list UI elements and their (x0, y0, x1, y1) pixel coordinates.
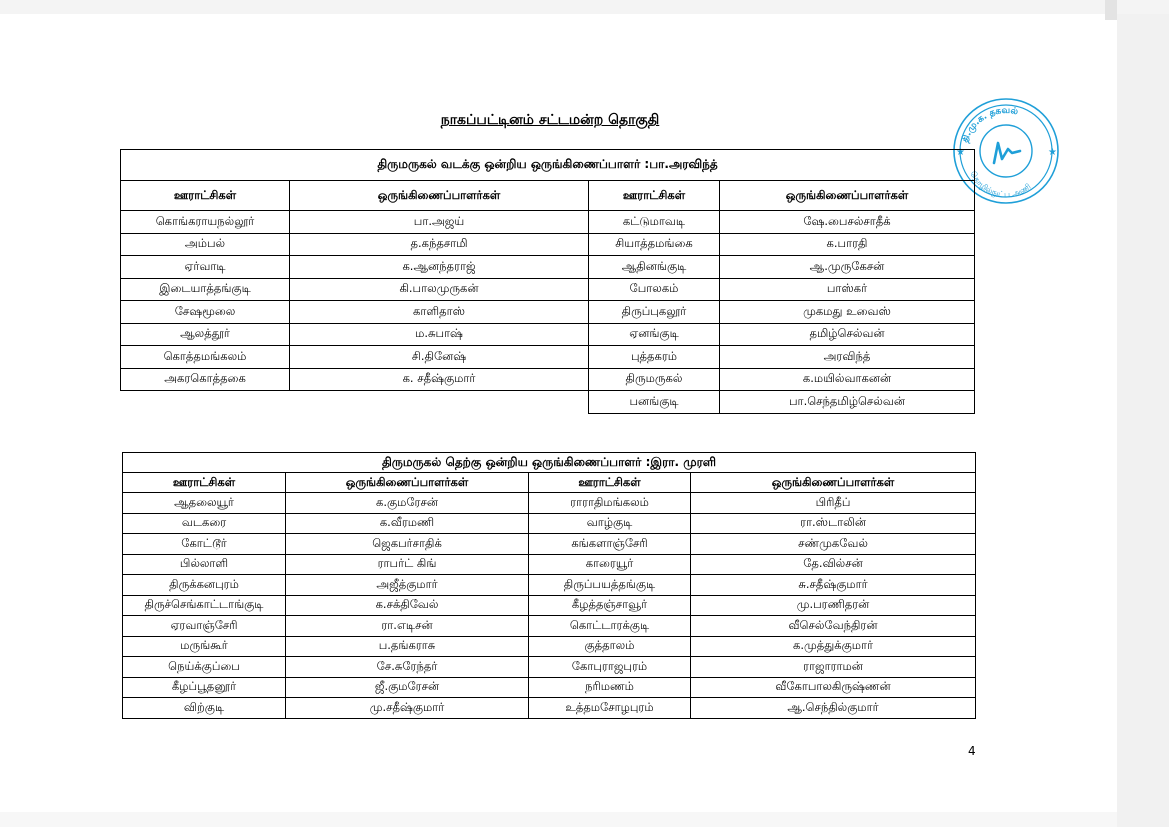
coordinator-cell: மு.சதீஷ்குமார் (286, 698, 529, 719)
village-cell: திருமருகல் (589, 368, 720, 391)
village-cell: திருப்புகலூர் (589, 301, 720, 324)
coordinator-cell: காளிதாஸ் (290, 301, 589, 324)
table-caption-row (121, 150, 975, 181)
svg-text:தொழில்நுட்ப அணி: தொழில்நுட்ப அணி (968, 169, 1033, 200)
village-cell: கட்டுமாவடி (589, 211, 720, 234)
coordinator-cell: ராபர்ட் கிங் (286, 554, 529, 575)
north-union-table (120, 149, 975, 414)
village-cell: திருக்கனபுரம் (123, 575, 286, 596)
village-cell: கீழப்பூதனூர் (123, 677, 286, 698)
village-cell: வடகரை (123, 513, 286, 534)
coordinator-cell: ஆ.செந்தில்குமார் (691, 698, 976, 719)
coordinator-cell: ஜெகபர்சாதிக் (286, 534, 529, 555)
coordinator-cell: சண்முகவேல் (691, 534, 976, 555)
table-caption-row (123, 453, 976, 473)
table-row (123, 698, 976, 719)
column-header: ஊராட்சிகள் (589, 181, 720, 211)
village-cell: கோபுராஜபுரம் (529, 657, 691, 678)
coordinator-cell: பா.செந்தமிழ்செல்வன் (720, 391, 975, 414)
village-cell: அம்பல் (121, 233, 290, 256)
table-row (121, 323, 975, 346)
village-cell: இடையாத்தங்குடி (121, 278, 290, 301)
table-row (123, 657, 976, 678)
coordinator-cell: தமிழ்செல்வன் (720, 323, 975, 346)
village-cell: கீழத்தஞ்சாவூர் (529, 595, 691, 616)
column-header: ஒருங்கிணைப்பாளர்கள் (720, 181, 975, 211)
village-cell: பனங்குடி (589, 391, 720, 414)
paper-edge-bottom (0, 812, 1117, 827)
table-header-row (123, 473, 976, 493)
empty-cell (121, 391, 290, 414)
table-row (123, 677, 976, 698)
column-header: ஒருங்கிணைப்பாளர்கள் (286, 473, 529, 493)
village-cell: ஏரவாஞ்சேரி (123, 616, 286, 637)
coordinator-cell: முகமது உவைஸ் (720, 301, 975, 324)
document-title: நாகப்பட்டினம் சட்டமன்ற தொகுதி (440, 112, 660, 128)
table-header-row (121, 181, 975, 211)
coordinator-cell: க.வீரமணி (286, 513, 529, 534)
paper-edge-right (1117, 14, 1169, 827)
coordinator-cell: ஜீ.குமரேசன் (286, 677, 529, 698)
village-cell: ஏனங்குடி (589, 323, 720, 346)
coordinator-cell: க.குமரேசன் (286, 493, 529, 514)
svg-text:தி.மு.க. தகவல்: தி.மு.க. தகவல் (960, 105, 1019, 145)
coordinator-cell: ரா.ஸ்டாலின் (691, 513, 976, 534)
village-cell: புத்தகரம் (589, 346, 720, 369)
coordinator-cell: பாஸ்கர் (720, 278, 975, 301)
table-row (123, 575, 976, 596)
coordinator-cell: ஆ.முருகேசன் (720, 256, 975, 279)
coordinator-cell: ராஜாராமன் (691, 657, 976, 678)
village-cell: ராராதிமங்கலம் (529, 493, 691, 514)
column-header: ஊராட்சிகள் (121, 181, 290, 211)
coordinator-cell: பிரிதீப் (691, 493, 976, 514)
village-cell: திருப்பயத்தங்குடி (529, 575, 691, 596)
village-cell: சேஷமூலை (121, 301, 290, 324)
coordinator-cell: க.ஆனந்தராஜ் (290, 256, 589, 279)
village-cell: கொங்கராயநல்லூர் (121, 211, 290, 234)
coordinator-cell: க.பாரதி (720, 233, 975, 256)
south-union-table (122, 452, 976, 719)
village-cell: குத்தாலம் (529, 636, 691, 657)
page-shadow (1105, 0, 1117, 20)
village-cell: நரிமணம் (529, 677, 691, 698)
coordinator-cell: ம.சுபாஷ் (290, 323, 589, 346)
table-row (123, 493, 976, 514)
coordinator-cell: சு.சதீஷ்குமார் (691, 575, 976, 596)
coordinator-cell: வீசெல்வேந்திரன் (691, 616, 976, 637)
coordinator-cell: க. சதீஷ்குமார் (290, 368, 589, 391)
table-row (121, 368, 975, 391)
table-row (123, 636, 976, 657)
village-cell: விற்குடி (123, 698, 286, 719)
village-cell: காரையூர் (529, 554, 691, 575)
table-row (121, 301, 975, 324)
column-header: ஒருங்கிணைப்பாளர்கள் (290, 181, 589, 211)
column-header: ஊராட்சிகள் (529, 473, 691, 493)
coordinator-cell: மு.பரணிதரன் (691, 595, 976, 616)
village-cell: போலகம் (589, 278, 720, 301)
village-cell: கொட்டாரக்குடி (529, 616, 691, 637)
table-row (121, 391, 975, 414)
table-row (123, 616, 976, 637)
coordinator-cell: த.கந்தசாமி (290, 233, 589, 256)
coordinator-cell: க.முத்துக்குமார் (691, 636, 976, 657)
village-cell: உத்தமசோழபுரம் (529, 698, 691, 719)
coordinator-cell: சி.தினேஷ் (290, 346, 589, 369)
page-number: 4 (968, 744, 976, 758)
svg-text:★: ★ (1048, 147, 1057, 158)
coordinator-cell: ஷே.பைசல்சாதீக் (720, 211, 975, 234)
village-cell: பில்லாளி (123, 554, 286, 575)
village-cell: சியாத்தமங்கை (589, 233, 720, 256)
table-row (121, 233, 975, 256)
village-cell: ஆதினங்குடி (589, 256, 720, 279)
column-header: ஒருங்கிணைப்பாளர்கள் (691, 473, 976, 493)
coordinator-cell: அஜீத்குமார் (286, 575, 529, 596)
table-caption: திருமருகல் வடக்கு ஒன்றிய ஒருங்கிணைப்பாளர் :பா.அரவிந்த் (121, 150, 975, 181)
village-cell: ஏர்வாடி (121, 256, 290, 279)
table-row (121, 211, 975, 234)
empty-cell (290, 391, 589, 414)
village-cell: திருச்செங்காட்டாங்குடி (123, 595, 286, 616)
coordinator-cell: க.மயில்வாகனன் (720, 368, 975, 391)
table-row (121, 278, 975, 301)
village-cell: அகரகொத்தகை (121, 368, 290, 391)
village-cell: ஆலத்தூர் (121, 323, 290, 346)
svg-text:★: ★ (956, 147, 965, 158)
coordinator-cell: தே.வில்சன் (691, 554, 976, 575)
table-row (123, 513, 976, 534)
village-cell: நெய்க்குப்பை (123, 657, 286, 678)
table-caption: திருமருகல் தெற்கு ஒன்றிய ஒருங்கிணைப்பாளர் :இரா. முரளி (123, 453, 976, 473)
coordinator-cell: சே.சுரேந்தர் (286, 657, 529, 678)
paper-edge-top (0, 0, 1169, 14)
coordinator-cell: ப.தங்கராசு (286, 636, 529, 657)
coordinator-cell: ரா.எடிசன் (286, 616, 529, 637)
village-cell: வாழ்குடி (529, 513, 691, 534)
table-row (123, 554, 976, 575)
village-cell: ஆதலையூர் (123, 493, 286, 514)
coordinator-cell: க.சக்திவேல் (286, 595, 529, 616)
column-header: ஊராட்சிகள் (123, 473, 286, 493)
coordinator-cell: பா.அஜய் (290, 211, 589, 234)
coordinator-cell: கி.பாலமுருகன் (290, 278, 589, 301)
table-row (121, 346, 975, 369)
coordinator-cell: வீகோபாலகிருஷ்ணன் (691, 677, 976, 698)
village-cell: கங்களாஞ்சேரி (529, 534, 691, 555)
coordinator-cell: அரவிந்த் (720, 346, 975, 369)
village-cell: கொத்தமங்கலம் (121, 346, 290, 369)
table-row (121, 256, 975, 279)
village-cell: கோட்டூர் (123, 534, 286, 555)
table-row (123, 534, 976, 555)
table-row (123, 595, 976, 616)
village-cell: மருங்கூர் (123, 636, 286, 657)
